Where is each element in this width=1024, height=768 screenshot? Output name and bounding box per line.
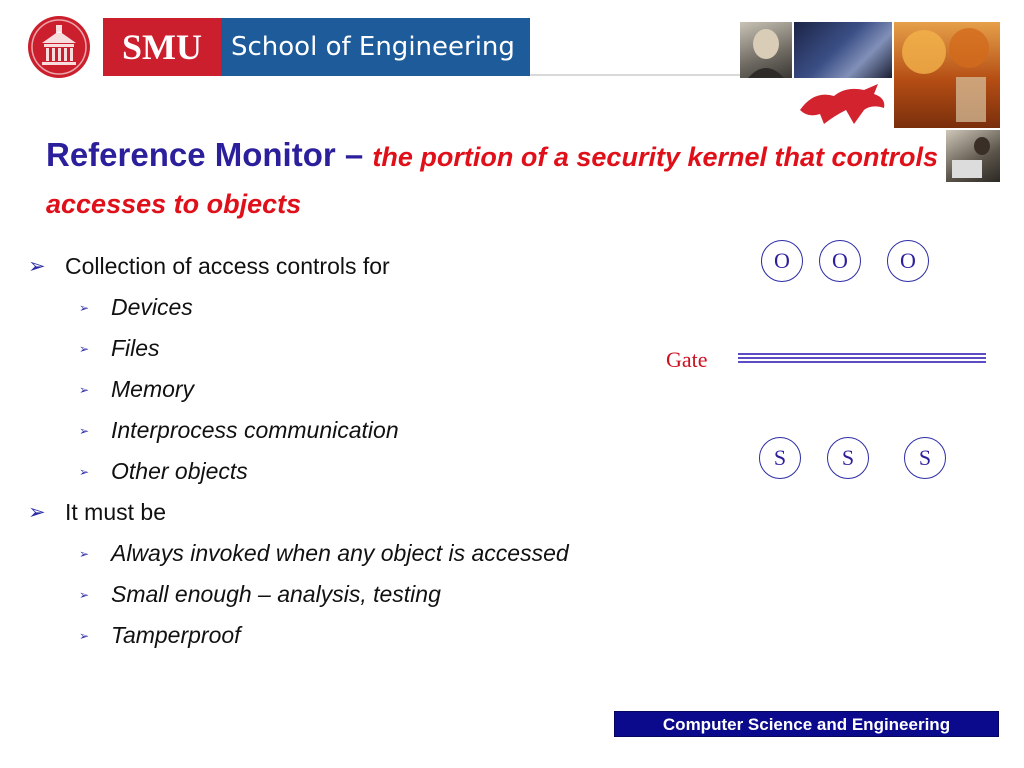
mustang-mascot-photo: [794, 80, 892, 128]
subject-node: S: [827, 437, 869, 479]
laptop-icon: [946, 130, 1000, 182]
arrow-bullet-icon: ➢: [79, 342, 90, 356]
sub-bullet-text: Memory: [111, 376, 195, 402]
gate-line: [738, 357, 986, 359]
arrow-bullet-icon: ➢: [28, 255, 46, 278]
bullet-list: [28, 246, 728, 656]
sub-bullet-item: [28, 615, 728, 656]
smu-brand: SMU: [103, 18, 221, 76]
sub-bullet-text: Files: [111, 335, 160, 361]
tree-icon: [894, 22, 1000, 128]
subject-node: S: [759, 437, 801, 479]
sub-bullet-item: [28, 451, 728, 492]
gate-line: [738, 361, 986, 363]
footer-department-label: Computer Science and Engineering: [614, 711, 999, 737]
object-node: O: [887, 240, 929, 282]
sub-bullet-item: [28, 410, 728, 451]
computer-room-photo: [794, 22, 892, 78]
subject-node: S: [904, 437, 946, 479]
sub-bullet-item: [28, 328, 728, 369]
mustang-icon: [794, 80, 892, 128]
sub-bullet-text: Devices: [111, 294, 193, 320]
gate-label: Gate: [666, 347, 708, 372]
arrow-bullet-icon: ➢: [79, 301, 90, 315]
arrow-bullet-icon: ➢: [79, 465, 90, 479]
campus-autumn-photo: [894, 22, 1000, 128]
school-name: School of Engineering: [221, 18, 530, 76]
arrow-bullet-icon: ➢: [28, 501, 46, 524]
title-subtitle: the portion of a security kernel that controls accesses to objects: [46, 142, 939, 219]
sub-bullet-item: [28, 574, 728, 615]
bullet-item: [28, 246, 728, 287]
sub-bullet-text: Other objects: [111, 458, 248, 484]
building-icon: [28, 16, 90, 78]
arrow-bullet-icon: ➢: [79, 383, 90, 397]
smu-seal-logo: [28, 16, 90, 78]
bullet-text: It must be: [65, 499, 166, 525]
object-node: O: [761, 240, 803, 282]
sub-bullet-text: Interprocess communication: [111, 417, 399, 443]
object-node: O: [819, 240, 861, 282]
arrow-bullet-icon: ➢: [79, 547, 90, 561]
header-divider: [530, 74, 740, 76]
arrow-bullet-icon: ➢: [79, 424, 90, 438]
sub-bullet-item: [28, 369, 728, 410]
sub-bullet-item: [28, 287, 728, 328]
sub-bullet-item: [28, 533, 728, 574]
sub-bullet-text: Small enough – analysis, testing: [111, 581, 441, 607]
portrait-photo: [740, 22, 792, 78]
title-main: Reference Monitor –: [46, 136, 373, 173]
person-icon: [740, 22, 792, 78]
bullet-text: Collection of access controls for: [65, 253, 390, 279]
bullet-item: [28, 492, 728, 533]
sub-bullet-text: Always invoked when any object is accessed: [111, 540, 569, 566]
sub-bullet-text: Tamperproof: [111, 622, 241, 648]
arrow-bullet-icon: ➢: [79, 588, 90, 602]
arrow-bullet-icon: ➢: [79, 629, 90, 643]
gate-line: [738, 353, 986, 355]
student-laptop-photo: [946, 130, 1000, 182]
slide-title: [46, 134, 946, 230]
